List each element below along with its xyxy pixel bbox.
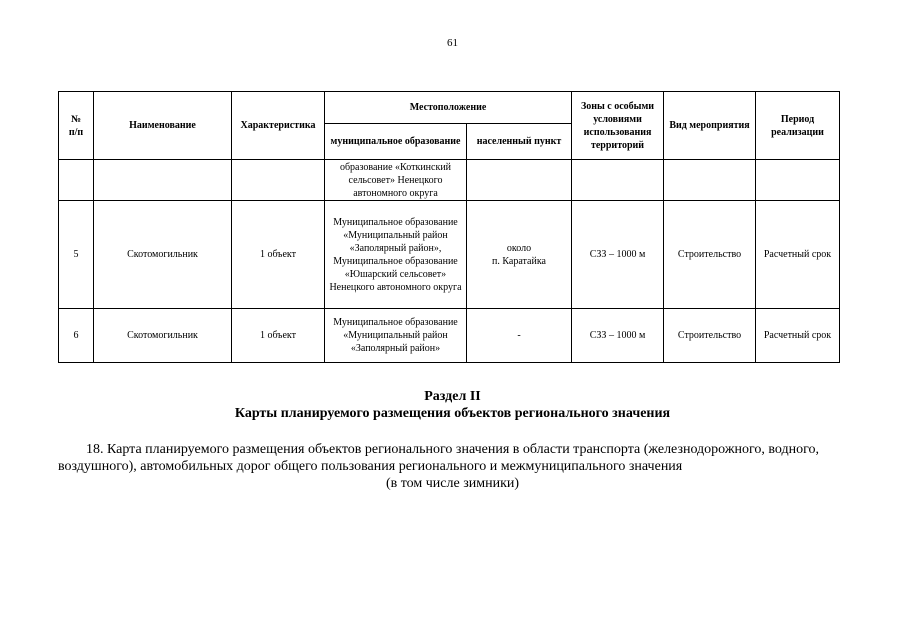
header-period: Период реализации [756,92,840,160]
header-municipality: муниципальное образование [325,124,467,160]
cell-activity: Строительство [664,309,756,363]
cell-municipality: Муниципальное образование «Муниципальный район «Заполярный район» [325,309,467,363]
cell-name: Скотомогильник [94,201,232,309]
cell-name: Скотомогильник [94,309,232,363]
cell-period [756,160,840,201]
cell-settlement: около п. Каратайка [467,201,572,309]
cell-num: 6 [59,309,94,363]
header-location: Местоположение [325,92,572,124]
cell-num: 5 [59,201,94,309]
table-row [59,201,840,309]
header-name: Наименование [94,92,232,160]
cell-num [59,160,94,201]
table-row [59,160,840,201]
cell-period: Расчетный срок [756,201,840,309]
table-header-row [59,92,840,124]
cell-settlement [467,160,572,201]
cell-municipality: Муниципальное образование «Муниципальный район «Заполярный район», Муниципальное образование «Юшарский сельсовет» Ненецкого автономного округа [325,201,467,309]
header-activity: Вид мероприятия [664,92,756,160]
cell-activity [664,160,756,201]
cell-zones [572,160,664,201]
header-characteristic: Характеристика [232,92,325,160]
section-title: Раздел II [424,389,481,404]
cell-zones: СЗЗ – 1000 м [572,309,664,363]
cell-characteristic: 1 объект [232,201,325,309]
cell-activity: Строительство [664,201,756,309]
header-zones: Зоны с особыми условиями использования территорий [572,92,664,160]
cell-settlement: - [467,309,572,363]
header-num: № п/п [59,92,94,160]
header-settlement: населенный пункт [467,124,572,160]
page-number: 61 [447,37,458,49]
cell-name [94,160,232,201]
table-row [59,309,840,363]
cell-zones: СЗЗ – 1000 м [572,201,664,309]
cell-municipality: образование «Коткинский сельсовет» Ненецкого автономного округа [325,160,467,201]
section-subtitle: Карты планируемого размещения объектов регионального значения [234,406,671,421]
objects-table [58,91,840,363]
cell-period: Расчетный срок [756,309,840,363]
cell-characteristic: 1 объект [232,309,325,363]
map-paragraph: 18. Карта планируемого размещения объектов регионального значения в области транспорта (железнодорожного, водного, воздушного), автомобильных дорог общего пользования регионального и межмуниципального значения [58,442,820,474]
map-paragraph-end: (в том числе зимники) [385,476,520,491]
section-heading [0,388,905,422]
cell-characteristic [232,160,325,201]
